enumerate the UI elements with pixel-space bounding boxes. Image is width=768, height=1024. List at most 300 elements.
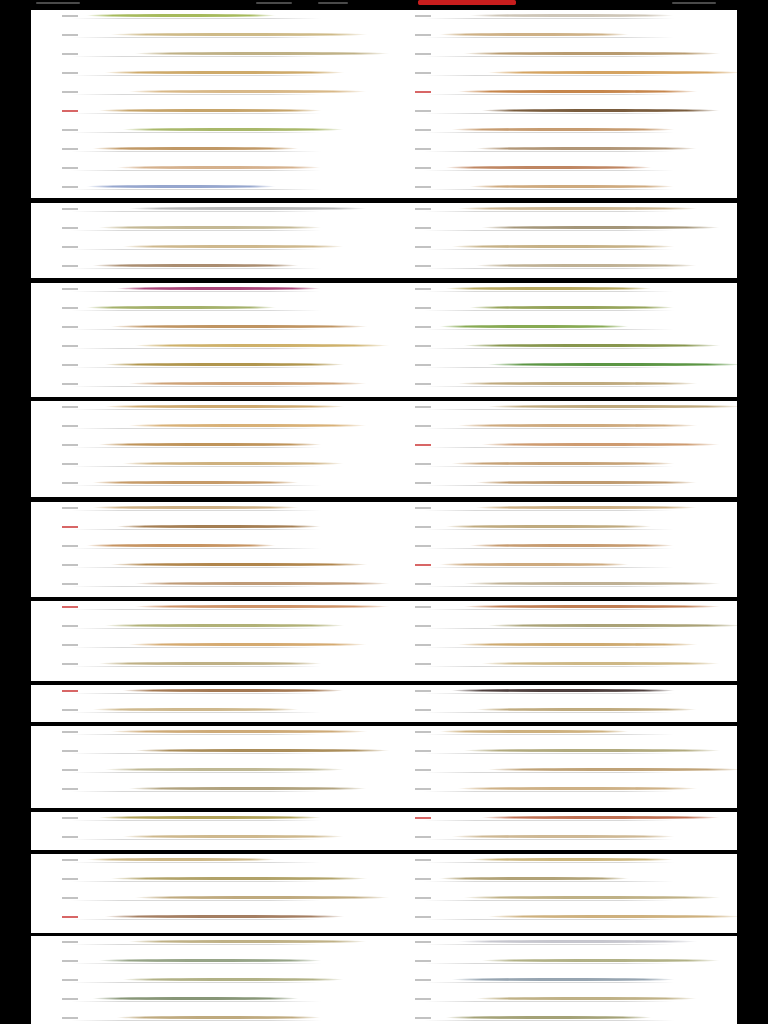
bullet-marker xyxy=(62,998,78,1000)
result-entry[interactable] xyxy=(31,441,384,450)
results-column-right xyxy=(384,601,737,681)
results-column-right xyxy=(384,936,737,1024)
result-entry[interactable] xyxy=(384,183,737,192)
top-bar-item[interactable] xyxy=(672,2,716,4)
bullet-marker xyxy=(62,878,78,880)
result-entry[interactable] xyxy=(384,88,737,97)
bullet-marker xyxy=(62,836,78,838)
result-entry[interactable] xyxy=(31,262,384,271)
result-entry[interactable] xyxy=(384,833,737,842)
results-column-right xyxy=(384,726,737,808)
result-caption-line xyxy=(424,268,674,269)
result-entry[interactable] xyxy=(384,262,737,271)
result-entry[interactable] xyxy=(384,875,737,884)
result-entry[interactable] xyxy=(31,603,384,612)
result-caption-line xyxy=(424,189,674,190)
result-thumbnail-strip xyxy=(469,858,674,861)
highlight-marker xyxy=(62,690,78,692)
result-thumbnail-strip xyxy=(128,90,367,93)
result-entry[interactable] xyxy=(31,894,384,903)
results-panel xyxy=(31,203,737,278)
result-entry[interactable] xyxy=(384,422,737,431)
top-bar-item[interactable] xyxy=(318,2,348,4)
result-entry[interactable] xyxy=(384,342,737,351)
bullet-marker xyxy=(62,53,78,55)
result-entry[interactable] xyxy=(31,342,384,351)
result-entry[interactable] xyxy=(31,107,384,116)
result-thumbnail-strip xyxy=(487,624,737,627)
result-thumbnail-strip xyxy=(475,997,697,1000)
result-entry[interactable] xyxy=(384,894,737,903)
result-thumbnail-strip xyxy=(481,959,720,962)
result-entry[interactable] xyxy=(384,504,737,513)
result-caption-line xyxy=(424,56,674,57)
bullet-marker xyxy=(415,545,431,547)
result-caption-line xyxy=(71,409,321,410)
result-thumbnail-strip xyxy=(122,128,344,131)
result-entry[interactable] xyxy=(384,687,737,696)
bullet-marker xyxy=(415,1017,431,1019)
result-caption-line xyxy=(424,734,674,735)
result-entry[interactable] xyxy=(384,938,737,947)
result-entry[interactable] xyxy=(31,856,384,865)
bullet-marker xyxy=(415,606,431,608)
bullet-marker xyxy=(62,545,78,547)
result-caption-line xyxy=(424,567,674,568)
result-caption-line xyxy=(71,919,321,920)
results-column-left xyxy=(31,502,384,597)
result-entry[interactable] xyxy=(384,361,737,370)
result-entry[interactable] xyxy=(31,403,384,412)
result-thumbnail-strip xyxy=(469,14,674,17)
result-entry[interactable] xyxy=(384,957,737,966)
result-entry[interactable] xyxy=(384,580,737,589)
results-panel xyxy=(31,401,737,497)
result-entry[interactable] xyxy=(31,145,384,154)
result-caption-line xyxy=(424,586,674,587)
result-thumbnail-strip xyxy=(98,443,322,446)
result-caption-line xyxy=(424,772,674,773)
bullet-marker xyxy=(62,750,78,752)
result-thumbnail-strip xyxy=(463,605,721,608)
result-thumbnail-strip xyxy=(481,443,720,446)
result-entry[interactable] xyxy=(31,323,384,332)
bullet-marker xyxy=(62,463,78,465)
bullet-marker xyxy=(415,526,431,528)
result-thumbnail-strip xyxy=(469,544,674,547)
result-entry[interactable] xyxy=(31,706,384,715)
result-entry[interactable] xyxy=(31,875,384,884)
bullet-marker xyxy=(415,625,431,627)
result-caption-line xyxy=(424,428,674,429)
result-entry[interactable] xyxy=(31,224,384,233)
result-entry[interactable] xyxy=(31,304,384,313)
result-entry[interactable] xyxy=(384,205,737,214)
result-caption-line xyxy=(424,151,674,152)
results-panel xyxy=(31,601,737,681)
bullet-marker xyxy=(415,878,431,880)
result-entry[interactable] xyxy=(31,285,384,294)
result-entry[interactable] xyxy=(384,304,737,313)
result-entry[interactable] xyxy=(31,976,384,985)
result-entry[interactable] xyxy=(384,50,737,59)
bullet-marker xyxy=(62,583,78,585)
result-entry[interactable] xyxy=(384,441,737,450)
result-caption-line xyxy=(71,862,321,863)
result-caption-line xyxy=(71,230,321,231)
result-caption-line xyxy=(71,249,321,250)
bullet-marker xyxy=(62,227,78,229)
bullet-marker xyxy=(62,731,78,733)
bullet-marker xyxy=(415,709,431,711)
results-column-right xyxy=(384,854,737,933)
result-entry[interactable] xyxy=(31,88,384,97)
result-thumbnail-strip xyxy=(104,363,345,366)
result-entry[interactable] xyxy=(31,31,384,40)
result-thumbnail-strip xyxy=(128,382,367,385)
result-thumbnail-strip xyxy=(98,662,322,665)
highlight-marker xyxy=(62,606,78,608)
bullet-marker xyxy=(62,288,78,290)
bullet-marker xyxy=(62,960,78,962)
result-entry[interactable] xyxy=(31,1014,384,1023)
result-caption-line xyxy=(424,712,674,713)
result-entry[interactable] xyxy=(384,224,737,233)
bullet-marker xyxy=(415,167,431,169)
result-entry[interactable] xyxy=(384,1014,737,1023)
result-entry[interactable] xyxy=(384,145,737,154)
results-column-left xyxy=(31,726,384,808)
bullet-marker xyxy=(62,1017,78,1019)
result-thumbnail-strip xyxy=(128,207,367,210)
result-caption-line xyxy=(71,291,321,292)
result-caption-line xyxy=(71,944,321,945)
result-entry[interactable] xyxy=(31,814,384,823)
result-caption-line xyxy=(71,734,321,735)
result-entry[interactable] xyxy=(384,766,737,775)
result-entry[interactable] xyxy=(31,687,384,696)
result-entry[interactable] xyxy=(384,913,737,922)
result-entry[interactable] xyxy=(384,641,737,650)
result-entry[interactable] xyxy=(384,107,737,116)
bullet-marker xyxy=(415,148,431,150)
result-thumbnail-strip xyxy=(122,462,344,465)
results-column-right xyxy=(384,685,737,722)
bullet-marker xyxy=(62,406,78,408)
result-caption-line xyxy=(424,485,674,486)
result-entry[interactable] xyxy=(384,785,737,794)
result-entry[interactable] xyxy=(31,50,384,59)
result-entry[interactable] xyxy=(31,380,384,389)
result-entry[interactable] xyxy=(384,660,737,669)
result-entry[interactable] xyxy=(384,561,737,570)
bullet-marker xyxy=(62,186,78,188)
result-thumbnail-strip xyxy=(469,306,674,309)
result-thumbnail-strip xyxy=(439,325,629,328)
result-entry[interactable] xyxy=(384,380,737,389)
bullet-marker xyxy=(415,406,431,408)
bullet-marker xyxy=(62,859,78,861)
result-caption-line xyxy=(71,447,321,448)
top-bar-item[interactable] xyxy=(36,2,80,4)
result-caption-line xyxy=(71,712,321,713)
results-panel xyxy=(31,502,737,597)
result-caption-line xyxy=(424,919,674,920)
bullet-marker xyxy=(415,129,431,131)
result-thumbnail-strip xyxy=(122,245,344,248)
results-column-left xyxy=(31,601,384,681)
result-thumbnail-strip xyxy=(104,405,345,408)
result-thumbnail-strip xyxy=(457,90,698,93)
result-thumbnail-strip xyxy=(116,1016,321,1019)
result-caption-line xyxy=(71,18,321,19)
result-entry[interactable] xyxy=(31,12,384,21)
result-thumbnail-strip xyxy=(122,978,344,981)
result-entry[interactable] xyxy=(31,995,384,1004)
result-caption-line xyxy=(424,862,674,863)
result-entry[interactable] xyxy=(31,833,384,842)
highlight-marker xyxy=(415,91,431,93)
result-caption-line xyxy=(424,447,674,448)
result-entry[interactable] xyxy=(31,479,384,488)
bullet-marker xyxy=(62,148,78,150)
result-entry[interactable] xyxy=(384,542,737,551)
result-thumbnail-strip xyxy=(122,835,344,838)
result-thumbnail-strip xyxy=(86,185,276,188)
result-entry[interactable] xyxy=(384,31,737,40)
bullet-marker xyxy=(415,288,431,290)
result-thumbnail-strip xyxy=(451,128,675,131)
result-entry[interactable] xyxy=(31,913,384,922)
bullet-marker xyxy=(415,364,431,366)
bullet-marker xyxy=(62,769,78,771)
result-entry[interactable] xyxy=(31,69,384,78)
bullet-marker xyxy=(62,564,78,566)
bullet-marker xyxy=(415,307,431,309)
result-thumbnail-strip xyxy=(110,563,368,566)
result-entry[interactable] xyxy=(31,580,384,589)
result-entry[interactable] xyxy=(31,766,384,775)
result-thumbnail-strip xyxy=(98,109,322,112)
result-entry[interactable] xyxy=(31,785,384,794)
bullet-marker xyxy=(62,326,78,328)
result-caption-line xyxy=(424,609,674,610)
result-thumbnail-strip xyxy=(487,363,737,366)
bullet-marker xyxy=(62,15,78,17)
result-caption-line xyxy=(71,348,321,349)
result-caption-line xyxy=(424,839,674,840)
results-panel xyxy=(31,685,737,722)
result-thumbnail-strip xyxy=(475,506,697,509)
bullet-marker xyxy=(62,941,78,943)
result-thumbnail-strip xyxy=(457,424,698,427)
results-column-right xyxy=(384,10,737,198)
result-caption-line xyxy=(71,386,321,387)
result-entry[interactable] xyxy=(384,479,737,488)
result-thumbnail-strip xyxy=(116,166,321,169)
bullet-marker xyxy=(415,265,431,267)
bullet-marker xyxy=(415,836,431,838)
result-caption-line xyxy=(424,963,674,964)
result-caption-line xyxy=(424,693,674,694)
result-entry[interactable] xyxy=(31,561,384,570)
result-entry[interactable] xyxy=(384,622,737,631)
result-caption-line xyxy=(71,367,321,368)
result-caption-line xyxy=(424,132,674,133)
result-entry[interactable] xyxy=(384,323,737,332)
highlight-marker xyxy=(415,817,431,819)
result-caption-line xyxy=(424,113,674,114)
result-entry[interactable] xyxy=(31,205,384,214)
result-entry[interactable] xyxy=(384,285,737,294)
result-entry[interactable] xyxy=(384,243,737,252)
result-entry[interactable] xyxy=(31,361,384,370)
bullet-marker xyxy=(62,979,78,981)
result-caption-line xyxy=(71,151,321,152)
result-entry[interactable] xyxy=(31,747,384,756)
result-thumbnail-strip xyxy=(116,525,321,528)
top-bar xyxy=(0,0,768,8)
result-entry[interactable] xyxy=(384,814,737,823)
bullet-marker xyxy=(415,979,431,981)
result-entry[interactable] xyxy=(384,747,737,756)
bullet-marker xyxy=(62,265,78,267)
bullet-marker xyxy=(415,690,431,692)
bullet-marker xyxy=(415,34,431,36)
result-caption-line xyxy=(71,428,321,429)
result-entry[interactable] xyxy=(384,164,737,173)
result-caption-line xyxy=(424,249,674,250)
results-column-left xyxy=(31,283,384,397)
results-panel xyxy=(31,283,737,397)
result-thumbnail-strip xyxy=(104,71,345,74)
result-caption-line xyxy=(71,567,321,568)
result-entry[interactable] xyxy=(384,460,737,469)
results-column-right xyxy=(384,203,737,278)
result-entry[interactable] xyxy=(384,976,737,985)
bullet-marker xyxy=(62,644,78,646)
bullet-marker xyxy=(62,425,78,427)
bullet-marker xyxy=(62,167,78,169)
result-caption-line xyxy=(424,900,674,901)
result-caption-line xyxy=(71,189,321,190)
result-thumbnail-strip xyxy=(475,264,697,267)
result-thumbnail-strip xyxy=(439,877,629,880)
result-entry[interactable] xyxy=(384,523,737,532)
highlight-marker xyxy=(62,526,78,528)
result-thumbnail-strip xyxy=(134,896,390,899)
result-caption-line xyxy=(424,944,674,945)
result-entry[interactable] xyxy=(31,660,384,669)
result-thumbnail-strip xyxy=(487,768,737,771)
result-entry[interactable] xyxy=(31,938,384,947)
result-caption-line xyxy=(424,386,674,387)
result-entry[interactable] xyxy=(31,243,384,252)
result-caption-line xyxy=(71,753,321,754)
result-caption-line xyxy=(424,510,674,511)
result-thumbnail-strip xyxy=(104,915,345,918)
bullet-marker xyxy=(415,425,431,427)
result-caption-line xyxy=(424,666,674,667)
result-thumbnail-strip xyxy=(445,525,652,528)
result-thumbnail-strip xyxy=(439,33,629,36)
result-entry[interactable] xyxy=(31,183,384,192)
bullet-marker xyxy=(415,998,431,1000)
result-entry[interactable] xyxy=(31,126,384,135)
result-entry[interactable] xyxy=(384,12,737,21)
result-entry[interactable] xyxy=(31,728,384,737)
result-caption-line xyxy=(424,529,674,530)
bullet-marker xyxy=(415,110,431,112)
highlight-marker xyxy=(62,110,78,112)
result-caption-line xyxy=(71,900,321,901)
result-caption-line xyxy=(71,881,321,882)
result-thumbnail-strip xyxy=(451,245,675,248)
result-thumbnail-strip xyxy=(475,481,697,484)
bullet-marker xyxy=(62,91,78,93)
result-entry[interactable] xyxy=(31,957,384,966)
result-entry[interactable] xyxy=(31,504,384,513)
result-caption-line xyxy=(424,310,674,311)
result-entry[interactable] xyxy=(384,403,737,412)
result-entry[interactable] xyxy=(31,460,384,469)
result-thumbnail-strip xyxy=(463,344,721,347)
bullet-marker xyxy=(415,186,431,188)
result-caption-line xyxy=(71,647,321,648)
result-thumbnail-strip xyxy=(457,382,698,385)
result-thumbnail-strip xyxy=(128,940,367,943)
result-entry[interactable] xyxy=(384,69,737,78)
result-thumbnail-strip xyxy=(92,997,299,1000)
top-bar-item[interactable] xyxy=(256,2,292,4)
result-entry[interactable] xyxy=(31,164,384,173)
active-tab-highlight[interactable] xyxy=(418,0,516,5)
result-entry[interactable] xyxy=(384,603,737,612)
result-caption-line xyxy=(71,268,321,269)
bullet-marker xyxy=(62,897,78,899)
bullet-marker xyxy=(62,709,78,711)
result-thumbnail-strip xyxy=(445,1016,652,1019)
result-caption-line xyxy=(424,291,674,292)
bullet-marker xyxy=(415,345,431,347)
bullet-marker xyxy=(62,364,78,366)
result-entry[interactable] xyxy=(384,995,737,1004)
result-entry[interactable] xyxy=(384,126,737,135)
result-entry[interactable] xyxy=(31,641,384,650)
result-entry[interactable] xyxy=(384,728,737,737)
result-caption-line xyxy=(71,56,321,57)
bullet-marker xyxy=(415,663,431,665)
bullet-marker xyxy=(415,246,431,248)
result-entry[interactable] xyxy=(31,422,384,431)
result-thumbnail-strip xyxy=(86,858,276,861)
result-thumbnail-strip xyxy=(98,226,322,229)
result-entry[interactable] xyxy=(31,542,384,551)
result-entry[interactable] xyxy=(31,523,384,532)
result-entry[interactable] xyxy=(384,856,737,865)
result-thumbnail-strip xyxy=(122,689,344,692)
result-entry[interactable] xyxy=(31,622,384,631)
bullet-marker xyxy=(62,345,78,347)
results-column-left xyxy=(31,685,384,722)
bullet-marker xyxy=(62,208,78,210)
result-caption-line xyxy=(71,1001,321,1002)
result-caption-line xyxy=(424,329,674,330)
result-thumbnail-strip xyxy=(469,185,674,188)
result-entry[interactable] xyxy=(384,706,737,715)
result-thumbnail-strip xyxy=(439,730,629,733)
bullet-marker xyxy=(415,859,431,861)
